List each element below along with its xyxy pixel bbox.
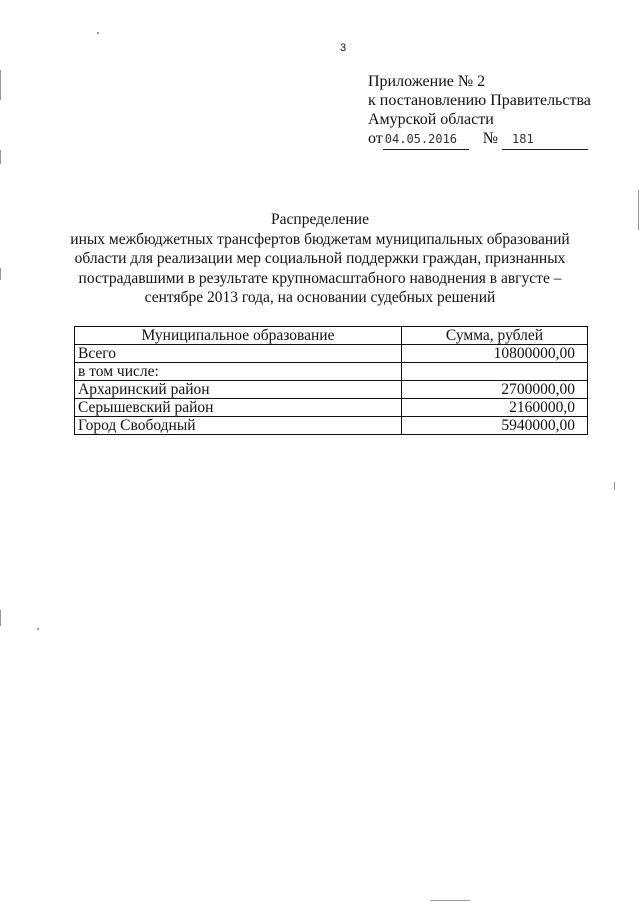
appendix-title: Приложение № 2 — [368, 73, 486, 90]
title-heading: Распределение — [271, 211, 369, 228]
distribution-table — [74, 326, 588, 435]
page-number: 3 — [340, 42, 347, 54]
table-row — [75, 363, 588, 381]
scan-mark — [37, 628, 39, 630]
document-title — [60, 210, 580, 308]
scan-mark — [0, 150, 1, 164]
scan-mark — [638, 190, 639, 230]
municipality-cell: Архаринский район — [75, 381, 402, 399]
table-row — [75, 399, 588, 417]
decree-number: 181 — [502, 130, 588, 150]
title-line: пострадавшими в результате крупномасштабного наводнения в августе – — [78, 269, 562, 287]
amount-cell: 5940000,00 — [402, 417, 588, 435]
title-line: иных межбюджетных трансфертов бюджетам муниципальных образований — [70, 230, 570, 248]
scan-mark — [0, 70, 1, 100]
municipality-cell: Город Свободный — [75, 417, 402, 435]
appendix-header — [368, 72, 591, 150]
scan-mark — [0, 268, 1, 280]
appendix-region: Амурской области — [368, 111, 494, 128]
table-row — [75, 381, 588, 399]
table-row — [75, 417, 588, 435]
appendix-date-line — [368, 129, 591, 150]
scan-mark — [430, 900, 470, 901]
table-header-row — [75, 327, 588, 345]
table-row — [75, 345, 588, 363]
amount-cell — [402, 363, 588, 381]
scan-mark — [614, 482, 615, 490]
column-header-amount: Сумма, рублей — [402, 327, 588, 345]
amount-cell: 2700000,00 — [402, 381, 588, 399]
appendix-reference: к постановлению Правительства — [368, 92, 591, 109]
title-line: сентябре 2013 года, на основании судебных решений — [144, 289, 496, 306]
amount-cell: 10800000,00 — [402, 345, 588, 363]
decree-date: 04.05.2016 — [383, 130, 469, 150]
municipality-cell: Всего — [75, 345, 402, 363]
number-sign: № — [482, 130, 499, 147]
column-header-municipality: Муниципальное образование — [75, 327, 402, 345]
municipality-cell: Серышевский район — [75, 399, 402, 417]
scan-mark — [97, 32, 99, 34]
date-prefix: от — [368, 130, 383, 147]
title-line: области для реализации мер социальной поддержки граждан, признанных — [74, 250, 566, 267]
amount-cell: 2160000,0 — [402, 399, 588, 417]
municipality-cell: в том числе: — [75, 363, 402, 381]
scan-mark — [0, 610, 1, 626]
